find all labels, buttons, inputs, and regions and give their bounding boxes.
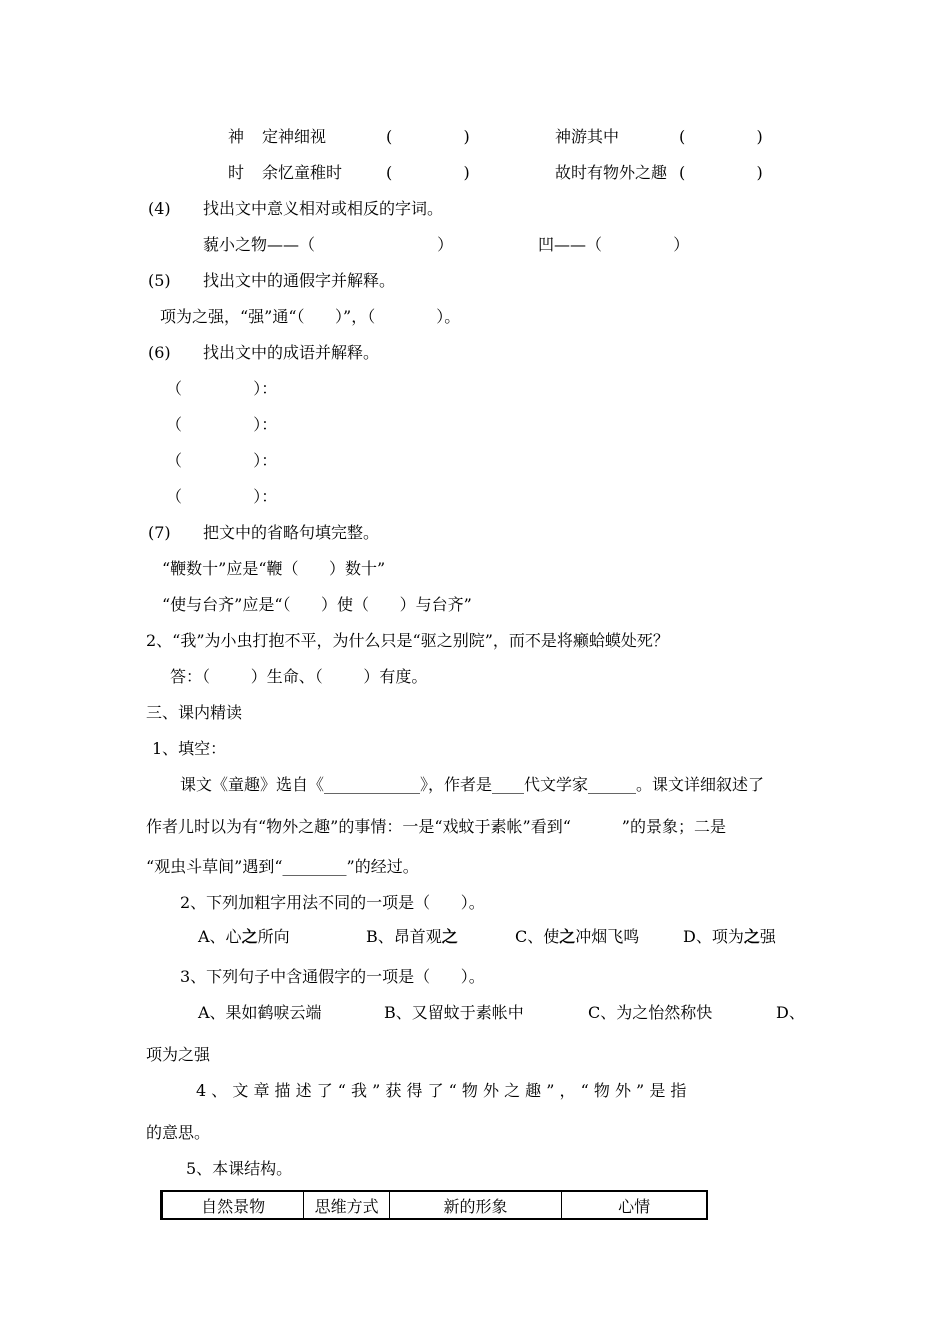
question-prompt: 把文中的省略句填完整。 <box>203 523 380 542</box>
option-text: D、项为 <box>683 927 744 946</box>
table-header-cell: 心情 <box>562 1191 707 1219</box>
answer-line[interactable]: 项为之强，“强”通“（ ）”，（ ）。 <box>160 307 461 326</box>
option-a[interactable] <box>198 927 290 947</box>
answer-blank[interactable]: （ ）： <box>166 415 278 434</box>
row-head: 神 <box>228 127 245 146</box>
question-number: (7) <box>148 523 171 542</box>
answer-line[interactable]: “鞭数十”应是“鞭（ ）数十” <box>162 559 386 578</box>
answer-line[interactable]: 凹——（ ） <box>538 235 690 254</box>
question-prompt: 找出文中意义相对或相反的字词。 <box>203 199 444 218</box>
subquestion-title: 3、下列句子中含通假字的一项是（ ）。 <box>180 967 485 986</box>
answer-line[interactable]: 答：（ ）生命、（ ）有度。 <box>170 667 428 686</box>
example-text: 定神细视 <box>262 127 327 146</box>
answer-blank[interactable]: （ ）： <box>166 379 278 398</box>
table-header-row <box>162 1191 708 1219</box>
option-d[interactable]: D、 <box>776 1003 805 1022</box>
table-header-cell: 思维方式 <box>304 1191 390 1219</box>
answer-blank[interactable]: ( ) <box>679 163 763 182</box>
row-head: 时 <box>228 163 245 182</box>
answer-blank[interactable]: （ ）： <box>166 451 278 470</box>
bold-char: 之 <box>441 927 458 946</box>
structure-table <box>160 1190 708 1220</box>
subquestion-title: 1、填空： <box>152 739 227 758</box>
option-text: C、使 <box>515 927 560 946</box>
answer-line[interactable]: 藐小之物——（ ） <box>203 235 454 254</box>
example-text: 神游其中 <box>555 127 620 146</box>
question-number: (5) <box>148 271 171 290</box>
question-number: (4) <box>148 199 171 218</box>
subquestion-title: 5、本课结构。 <box>186 1159 293 1178</box>
option-b[interactable]: B、又留蚊于素帐中 <box>384 1003 524 1022</box>
option-text: B、昂首观 <box>366 927 442 946</box>
answer-blank[interactable]: ( ) <box>679 127 763 146</box>
example-text: 余忆童稚时 <box>262 163 343 182</box>
bold-char: 之 <box>743 927 760 946</box>
option-d-text: 项为之强 <box>146 1045 211 1064</box>
answer-line[interactable]: “使与台齐”应是“（ ）使（ ）与台齐” <box>162 595 472 614</box>
fill-line: 的意思。 <box>146 1123 211 1142</box>
option-c[interactable]: C、为之怡然称快 <box>588 1003 713 1022</box>
question-prompt: 找出文中的成语并解释。 <box>203 343 380 362</box>
option-text: A、心 <box>198 927 242 946</box>
option-text: 强 <box>759 927 776 946</box>
bold-char: 之 <box>559 927 576 946</box>
option-c[interactable] <box>515 927 639 947</box>
table-header-cell: 自然景物 <box>162 1191 304 1219</box>
fill-line[interactable]: “观虫斗草间”遇到“________”的经过。 <box>146 857 419 876</box>
subquestion-title: 2、下列加粗字用法不同的一项是（ ）。 <box>180 893 485 912</box>
bold-char: 之 <box>241 927 258 946</box>
fill-line[interactable]: 作者儿时以为有“物外之趣”的事情：一是“戏蚊于素帐”看到“ ”的景象；二是 <box>146 817 726 836</box>
question-prompt: 找出文中的通假字并解释。 <box>203 271 396 290</box>
example-text: 故时有物外之趣 <box>555 163 668 182</box>
fill-line[interactable]: 课文《童趣》选自《____________》，作者是____代文学家______。课文详细叙述了 <box>180 775 765 794</box>
answer-blank[interactable]: ( ) <box>386 127 470 146</box>
option-b[interactable] <box>366 927 458 947</box>
option-a[interactable]: A、果如鹤唳云端 <box>198 1003 322 1022</box>
answer-blank[interactable]: （ ）： <box>166 487 278 506</box>
table-header-cell: 新的形象 <box>389 1191 561 1219</box>
section-title: 三、课内精读 <box>146 703 243 722</box>
option-text: 所向 <box>257 927 290 946</box>
question-number: (6) <box>148 343 171 362</box>
question-text: 2、“我”为小虫打抱不平，为什么只是“驱之别院”，而不是将癞蛤蟆处死？ <box>146 631 669 650</box>
option-text: 冲烟飞鸣 <box>575 927 640 946</box>
fill-line[interactable]: 4 、 文 章 描 述 了 “ 我 ” 获 得 了 “ 物 外 之 趣 ” ， “ 物 外 ” 是 指 <box>196 1081 687 1100</box>
option-d[interactable] <box>683 927 776 947</box>
answer-blank[interactable]: ( ) <box>386 163 470 182</box>
